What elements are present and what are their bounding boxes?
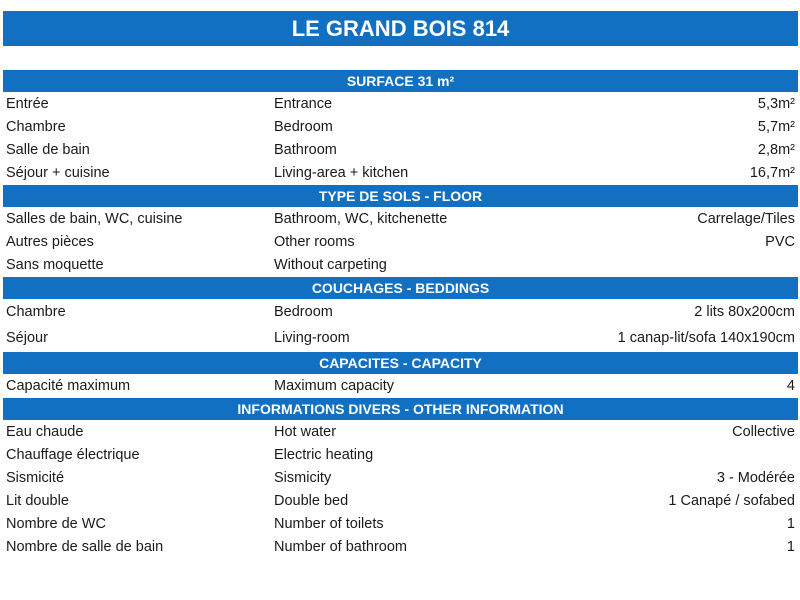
table-row (3, 443, 798, 466)
table-row (3, 230, 798, 253)
label-fr: Sismicité (6, 469, 65, 486)
label-en: Bathroom (274, 141, 337, 158)
label-fr: Séjour + cuisine (6, 164, 110, 181)
table-row (3, 489, 798, 512)
label-fr: Eau chaude (6, 423, 84, 440)
label-en: Electric heating (274, 446, 374, 463)
row-value: 5,3m² (757, 95, 795, 112)
label-fr: Autres pièces (6, 233, 94, 250)
row-value: 16,7m² (749, 164, 795, 181)
table-row (3, 512, 798, 535)
row-value: Carrelage/Tiles (697, 210, 795, 227)
section-header-capacity: CAPACITES - CAPACITY (3, 351, 798, 374)
label-fr: Entrée (6, 95, 49, 112)
row-value: 2,8m² (757, 141, 795, 158)
label-fr: Capacité maximum (6, 377, 131, 394)
label-en: Double bed (274, 492, 349, 509)
row-value: 1 (786, 515, 795, 532)
label-en: Sismicity (274, 469, 332, 486)
row-value: PVC (765, 233, 795, 250)
label-fr: Sans moquette (6, 256, 104, 273)
label-en: Hot water (274, 423, 337, 440)
label-en: Without carpeting (274, 256, 387, 273)
label-fr: Salle de bain (6, 141, 90, 158)
row-value: 1 (786, 538, 795, 555)
label-en: Entrance (274, 95, 333, 112)
label-fr: Chambre (6, 304, 66, 320)
section-header-beddings: COUCHAGES - BEDDINGS (3, 276, 798, 299)
label-en: Living-room (274, 330, 350, 346)
section-header-floor: TYPE DE SOLS - FLOOR (3, 184, 798, 207)
label-fr: Lit double (6, 492, 69, 509)
row-value: Collective (732, 423, 795, 440)
label-en: Maximum capacity (274, 377, 395, 394)
table-row (3, 325, 798, 351)
label-en: Bathroom, WC, kitchenette (274, 210, 448, 227)
label-en: Number of bathroom (274, 538, 407, 555)
table-row (3, 420, 798, 443)
label-fr: Nombre de WC (6, 515, 106, 532)
table-row (3, 466, 798, 489)
label-en: Bedroom (274, 304, 333, 320)
table-row (3, 374, 798, 397)
row-value: 1 canap-lit/sofa 140x190cm (617, 330, 795, 346)
label-fr: Salles de bain, WC, cuisine (6, 210, 183, 227)
table-row (3, 161, 798, 184)
label-fr: Séjour (6, 330, 48, 346)
table-row (3, 299, 798, 325)
label-fr: Nombre de salle de bain (6, 538, 164, 555)
spec-sheet (3, 69, 798, 558)
table-row (3, 138, 798, 161)
section-header-surface: SURFACE 31 m² (3, 69, 798, 92)
label-en: Number of toilets (274, 515, 384, 532)
row-value: 1 Canapé / sofabed (668, 492, 795, 509)
section-header-other-info: INFORMATIONS DIVERS - OTHER INFORMATION (3, 397, 798, 420)
row-value: 2 lits 80x200cm (694, 304, 795, 320)
page-title: LE GRAND BOIS 814 (3, 11, 798, 46)
label-en: Bedroom (274, 118, 333, 135)
table-row (3, 92, 798, 115)
table-row (3, 253, 798, 276)
table-row (3, 535, 798, 558)
table-row (3, 207, 798, 230)
label-en: Living-area + kitchen (274, 164, 409, 181)
label-en: Other rooms (274, 233, 355, 250)
label-fr: Chauffage électrique (6, 446, 140, 463)
label-fr: Chambre (6, 118, 66, 135)
table-row (3, 115, 798, 138)
row-value: 5,7m² (757, 118, 795, 135)
row-value: 4 (786, 377, 795, 394)
row-value: 3 - Modérée (716, 469, 795, 486)
